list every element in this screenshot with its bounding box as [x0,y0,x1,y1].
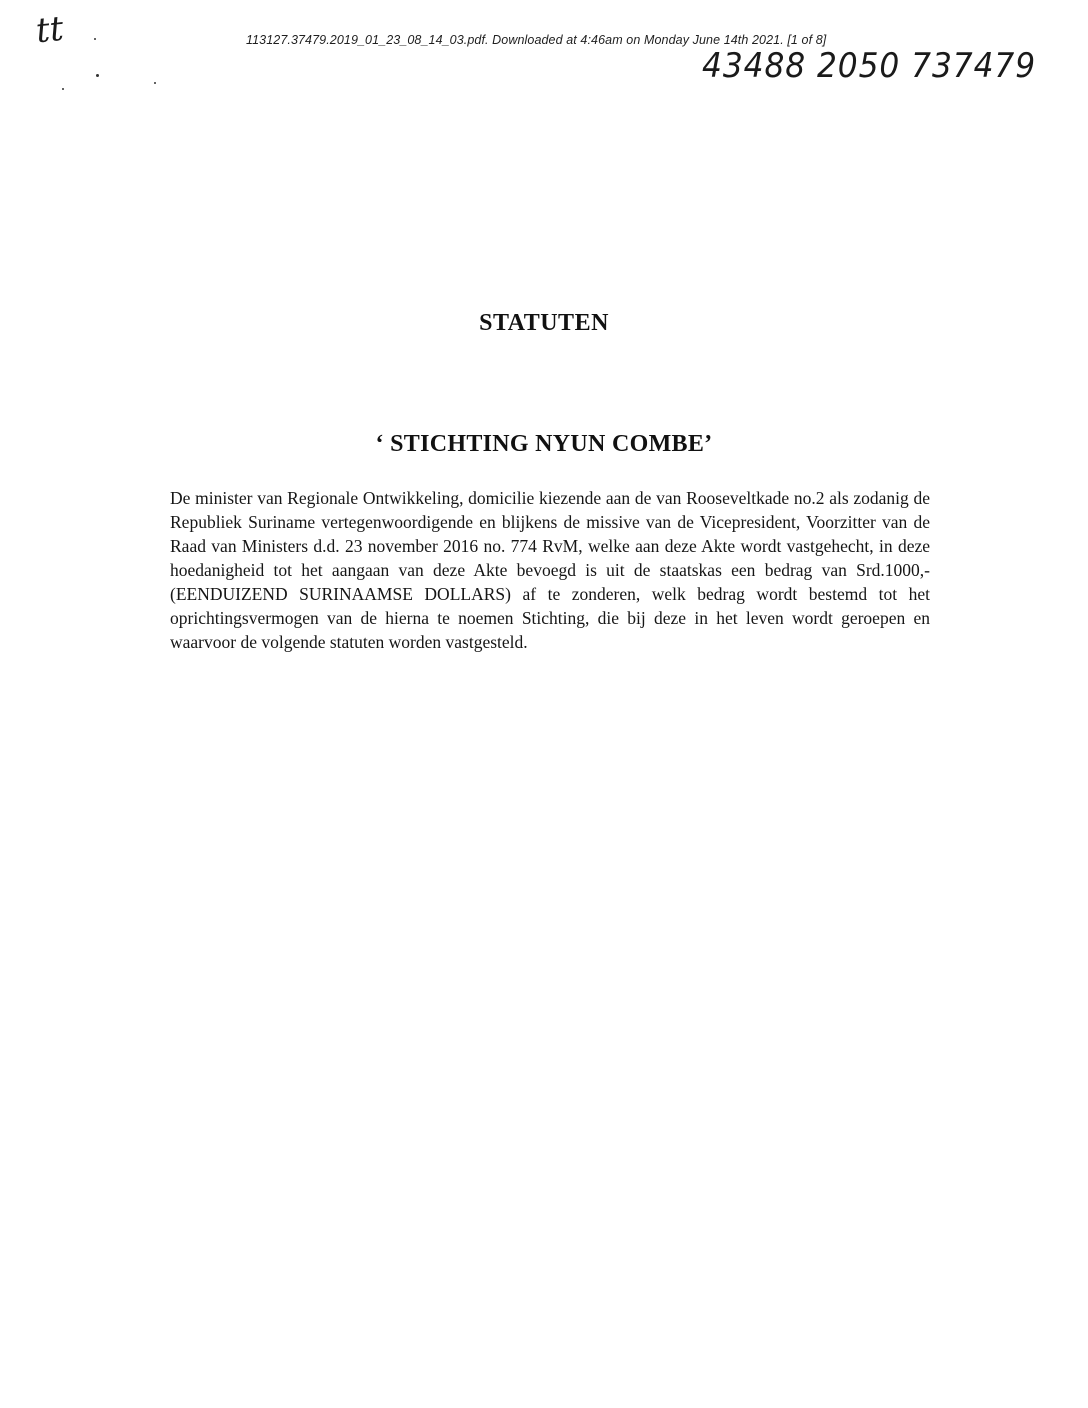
handwritten-reference-number: 43488 2050 737479 [702,46,1037,86]
download-info-line: 113127.37479.2019_01_23_08_14_03.pdf. Downloaded at 4:46am on Monday June 14th 2021. [1 of 8] [246,33,827,47]
document-title: STATUTEN [479,310,609,336]
scan-specks [50,30,170,100]
speck [94,38,96,40]
speck [96,74,99,77]
speck [62,88,64,90]
handwritten-initials: tt [33,8,66,52]
body-paragraph: De minister van Regionale Ontwikkeling, domicilie kiezende aan de van Rooseveltkade no.2 als zodanig de Republiek Suriname vertegenwoordigende en blijkens de missive van de Vicepresident, Voorzitter van de Raad van Ministers d.d. 23 november 2016 no. 774 RvM, welke aan deze Akte wordt vastgehecht, in deze hoedanigheid tot het aangaan van deze Akte bevoegd is uit de staatskas een bedrag van Srd.1000,- (EENDUIZEND SURINAAMSE DOLLARS) af te zonderen, welk bedrag wordt bestemd tot het oprichtingsvermogen van de hierna te noemen Stichting, die bij deze in het leven wordt geroepen en waarvoor de volgende statuten worden vastgesteld. [170,488,930,652]
speck [154,82,156,84]
document-subtitle: ‘ STICHTING NYUN COMBE’ [375,431,713,457]
